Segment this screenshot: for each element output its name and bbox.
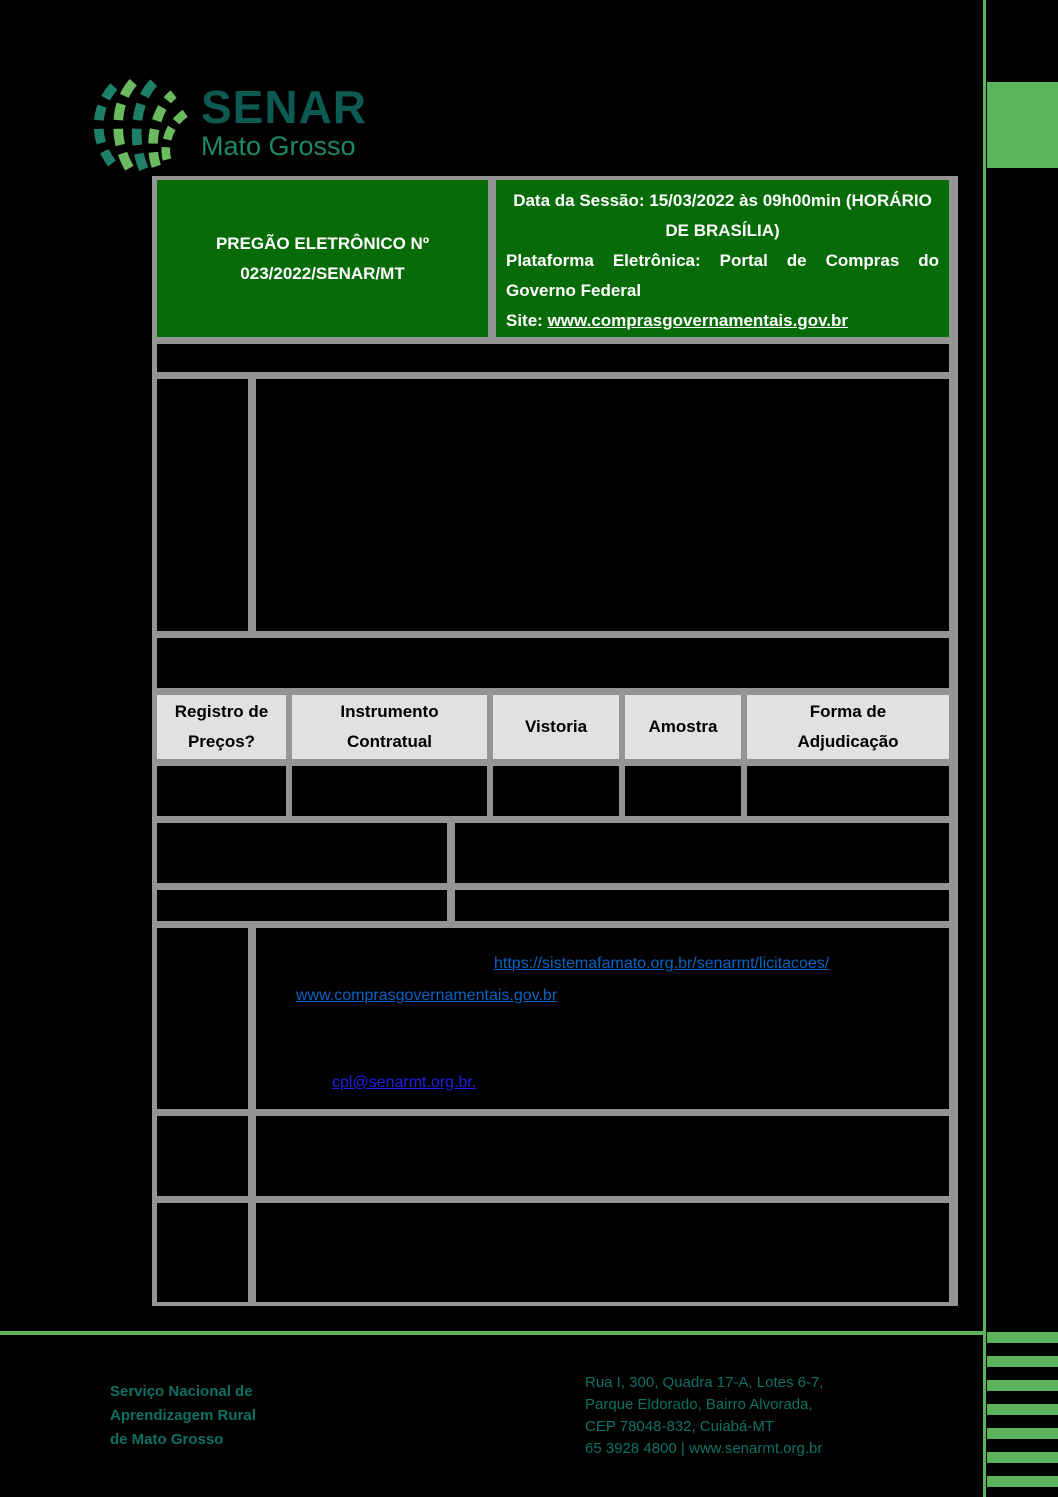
platform-label: Plataforma Eletrônica:	[506, 251, 701, 270]
right-edge-green-line	[983, 0, 986, 1497]
site-label: Site:	[506, 311, 543, 330]
blackout-label-cell-3	[157, 890, 447, 921]
footer-address-line: Rua I, 300, Quadra 17-A, Lotes 6-7,	[585, 1374, 824, 1391]
procurement-header-row	[157, 695, 953, 759]
blackout-label-cell-6	[157, 1203, 248, 1302]
blackout-label-cell-4	[157, 928, 248, 1109]
procurement-values-row	[157, 766, 953, 816]
header-amostra: Amostra	[625, 695, 741, 759]
footer-address-line: Parque Eldorado, Bairro Alvorada,	[585, 1396, 813, 1413]
footer-organization	[110, 1380, 256, 1452]
blackout-value-cell-3	[493, 766, 619, 816]
platform-line	[506, 246, 939, 306]
bottom-right-green-stripes	[987, 1332, 1058, 1497]
blackout-content-cell-3	[455, 890, 949, 921]
footer-org-line: Aprendizagem Rural	[110, 1407, 256, 1424]
blackout-content-cell-5	[256, 1116, 949, 1196]
footer-org-line: de Mato Grosso	[110, 1431, 224, 1448]
blackout-value-cell-5	[747, 766, 949, 816]
header-row	[157, 180, 953, 337]
comprasgovernamentais-link[interactable]: www.comprasgovernamentais.gov.br	[296, 987, 558, 1004]
blackout-value-cell-2	[292, 766, 487, 816]
header-vistoria: Vistoria	[493, 695, 619, 759]
blackout-label-cell-1	[157, 379, 248, 631]
footer-divider-line	[0, 1331, 984, 1335]
blackout-label-cell-5	[157, 1116, 248, 1196]
blackout-label-cell-2	[157, 823, 447, 883]
site-url-link[interactable]: www.comprasgovernamentais.gov.br	[547, 311, 848, 330]
logo-region-text: Mato Grosso	[201, 131, 356, 161]
session-date-line2: DE BRASÍLIA)	[665, 221, 780, 240]
pregao-title-line1: PREGÃO ELETRÔNICO Nº	[215, 233, 430, 253]
blackout-band-2	[157, 638, 949, 688]
blackout-content-cell-1	[256, 379, 949, 631]
header-registro-precos: Registro de Preços?	[157, 695, 286, 759]
licitacoes-link[interactable]: https://sistemafamato.org.br/senarmt/licitacoes/	[494, 955, 830, 972]
header-instrumento-contratual: Instrumento Contratual	[292, 695, 487, 759]
senar-logo	[85, 70, 367, 174]
pregao-title-line2: 023/2022/SENAR/MT	[240, 263, 405, 283]
blackout-content-cell-6	[256, 1203, 949, 1302]
blackout-value-cell-4	[625, 766, 741, 816]
platform-value: Portal de Compras do Governo Federal	[506, 251, 939, 300]
footer-address-line: CEP 78048-832, Cuiabá-MT	[585, 1418, 774, 1435]
blackout-content-cell-2	[455, 823, 949, 883]
edital-table	[152, 176, 958, 1306]
footer-address-line: 65 3928 4800 | www.senarmt.org.br	[585, 1440, 823, 1457]
top-right-green-block	[987, 82, 1058, 168]
footer-org-line: Serviço Nacional de	[110, 1383, 253, 1400]
site-line	[506, 306, 939, 336]
session-info-cell	[496, 180, 949, 337]
pregao-title-cell	[157, 180, 488, 337]
links-content-cell	[256, 928, 949, 1109]
blackout-band-1	[157, 344, 949, 372]
session-date-line1: Data da Sessão: 15/03/2022 às 09h00min (HORÁRIO	[513, 191, 932, 210]
cpl-email-link[interactable]: cpl@senarmt.org.br.	[332, 1074, 477, 1091]
header-forma-adjudicacao: Forma de Adjudicação	[747, 695, 949, 759]
senar-logo-mark-icon	[85, 70, 191, 174]
footer-address	[585, 1372, 823, 1460]
blackout-value-cell-1	[157, 766, 286, 816]
logo-brand-text: SENAR	[201, 81, 368, 133]
